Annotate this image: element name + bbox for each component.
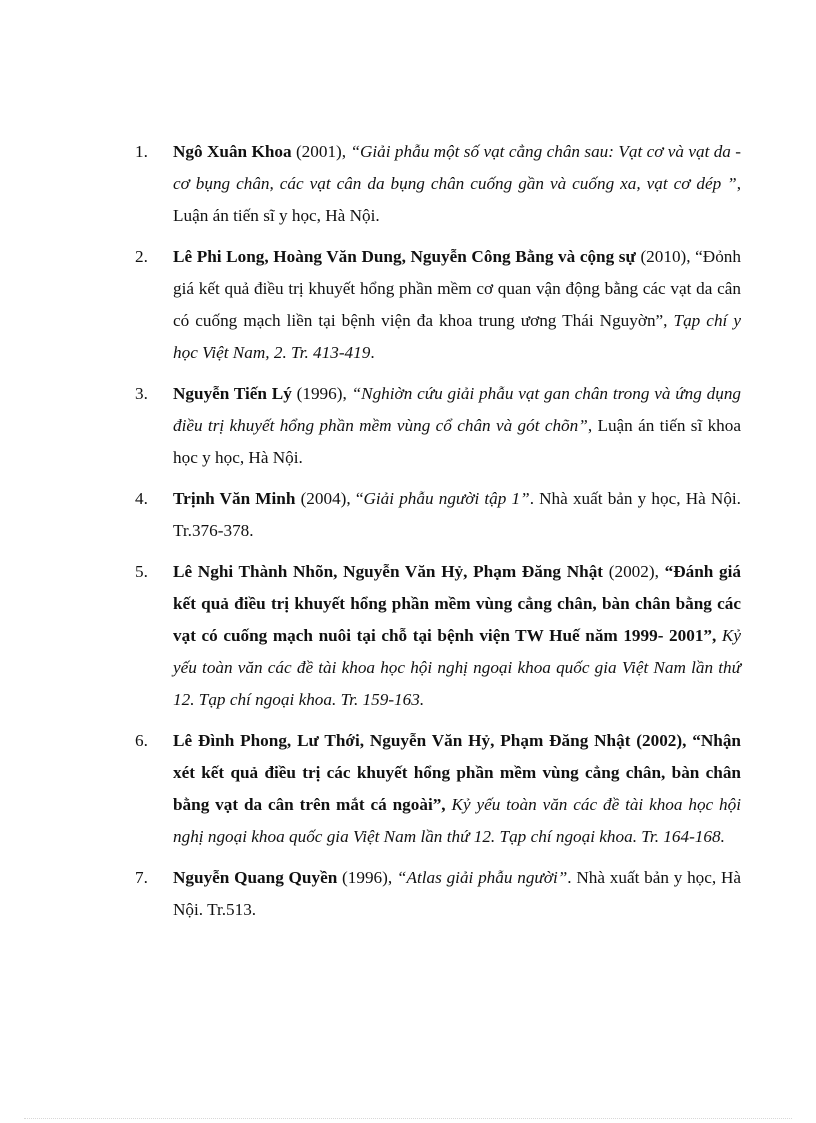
reference-plain-text: (2002),: [603, 562, 665, 581]
reference-number: 3.: [135, 384, 148, 403]
reference-plain-text: (1996),: [337, 868, 397, 887]
reference-plain-text: (2004), “: [295, 489, 364, 508]
reference-title-italic: “Giải phẫu một số vạt cẳng chân sau: Vạt cơ và vạt da - cơ bụng chân, các vạt cân da bụng chân cuống gần và cuống xa, vạt cơ dép ”: [173, 142, 741, 193]
reference-authors-bold: Trịnh Văn Minh: [173, 489, 296, 508]
reference-text: [173, 247, 741, 362]
reference-item: [135, 378, 741, 474]
reference-authors-bold: Nguyễn Tiến Lý: [173, 384, 292, 403]
reference-plain-text: , Luận án tiến sĩ khoa học y học, Hà Nội.: [173, 416, 741, 467]
reference-title-italic: Kỷ yếu toàn văn các đề tài khoa học hội nghị ngoại khoa quốc gia Việt Nam lần thứ 12. Tạp chí ngoại khoa. Tr. 164-168.: [173, 795, 741, 846]
reference-title-italic: “Nghiờn cứu giải phẫu vạt gan chân trong và ứng dụng điều trị khuyết hổng phần mềm vùng cổ chân và gót chõn”: [173, 384, 742, 435]
reference-plain-text: , Luận án tiến sĩ y học, Hà Nội.: [173, 174, 741, 225]
reference-title-italic: “Atlas giải phẫu người”: [396, 868, 568, 887]
reference-plain-text: . Nhà xuất bản y học, Hà Nội. Tr.376-378.: [173, 489, 741, 540]
reference-item: [135, 241, 741, 369]
reference-plain-text: (1996),: [291, 384, 352, 403]
reference-text: [173, 384, 741, 467]
reference-item: [135, 725, 741, 853]
reference-list: [135, 136, 741, 935]
reference-authors-bold: “Đánh giá kết quả điều trị khuyết hổng phần mềm vùng cẳng chân, bàn chân bằng các vạt có cuống mạch nuôi tại chỗ tại bệnh viện TW Huế năm 1999- 2001”,: [173, 562, 741, 645]
reference-text: [173, 142, 741, 225]
reference-item: [135, 556, 741, 716]
reference-number: 4.: [135, 489, 148, 508]
reference-plain-text: (2001),: [291, 142, 351, 161]
reference-plain-text: . Nhà xuất bản y học, Hà Nội. Tr.513.: [173, 868, 741, 919]
reference-number: 7.: [135, 868, 148, 887]
reference-authors-bold: Lê Đình Phong, Lư Thới, Nguyễn Văn Hỷ, Phạm Đăng Nhật (2002), “Nhận xét kết quả điều trị các khuyết hổng phần mềm vùng cẳng chân, bàn chân bằng vạt da cân trên mắt cá ngoài”,: [173, 731, 741, 814]
reference-item: [135, 136, 741, 232]
reference-number: 6.: [135, 731, 148, 750]
reference-authors-bold: Ngô Xuân Khoa: [173, 142, 292, 161]
reference-authors-bold: Lê Nghi Thành Nhõn, Nguyễn Văn Hỷ, Phạm Đăng Nhật: [173, 562, 604, 581]
reference-authors-bold: Lê Phi Long, Hoàng Văn Dung, Nguyễn Công Bằng và cộng sự: [173, 247, 636, 266]
reference-plain-text: (2010), “Đỏnh giá kết quả điều trị khuyết hổng phần mềm cơ quan vận động bằng các vạt da cân có cuống mạch liền tại bệnh viện đa khoa trung ương Thái Nguyờn”,: [173, 247, 741, 330]
reference-item: [135, 483, 741, 547]
reference-text: [173, 562, 741, 709]
reference-text: [173, 868, 741, 919]
page-bottom-divider: [24, 1118, 792, 1119]
reference-title-italic: Tạp chí y học Việt Nam, 2. Tr. 413-419: [173, 311, 741, 362]
reference-item: [135, 862, 741, 926]
reference-title-italic: Kỷ yếu toàn văn các đề tài khoa học hội nghị ngoại khoa quốc gia Việt Nam lần thứ 12. Tạp chí ngoại khoa. Tr. 159-163.: [173, 626, 741, 709]
reference-plain-text: .: [370, 343, 375, 362]
reference-number: 1.: [135, 142, 148, 161]
reference-text: [173, 731, 741, 846]
reference-authors-bold: Nguyễn Quang Quyền: [173, 868, 338, 887]
reference-number: 5.: [135, 562, 148, 581]
reference-text: [173, 489, 741, 540]
reference-title-italic: Giải phẫu người tập 1”: [363, 489, 530, 508]
reference-number: 2.: [135, 247, 148, 266]
